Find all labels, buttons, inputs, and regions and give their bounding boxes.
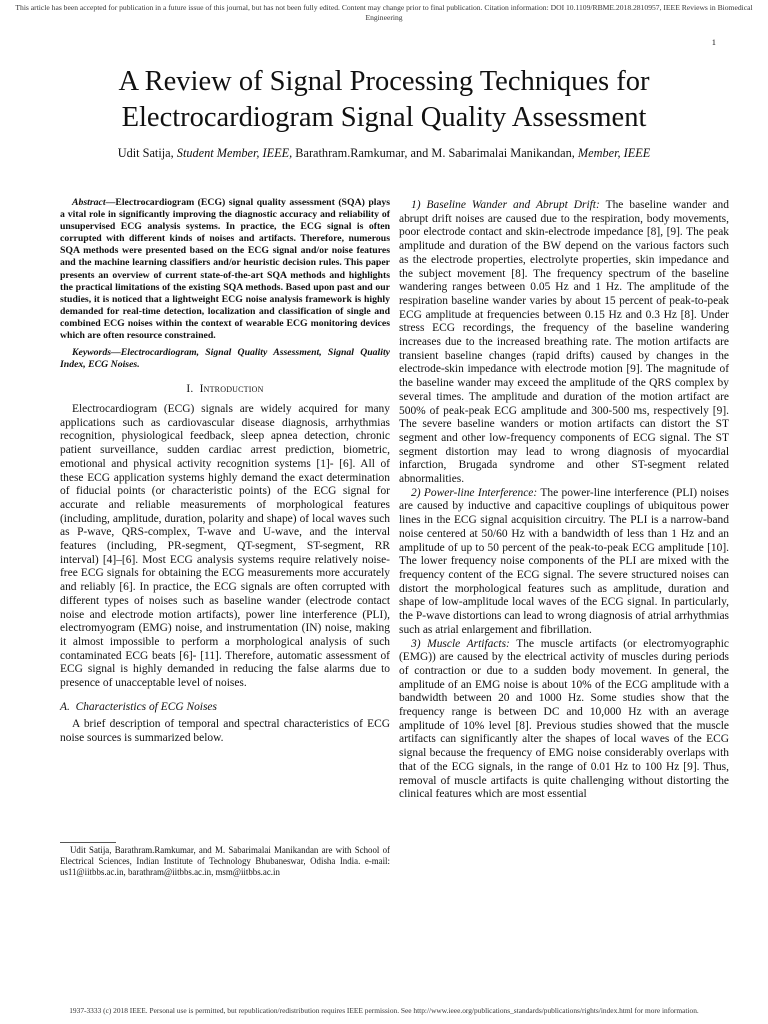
- journal-notice-banner: This article has been accepted for publication in a future issue of this journal, but has not been fully edited. Content may change prior to final publication. Citation information: DOI 10.1109/RBME.2018.2810957, IEEE Reviews in Biomedical Engineering: [15, 3, 753, 22]
- paragraph-baseline-wander: [399, 199, 729, 487]
- copyright-footer: 1937-3333 (c) 2018 IEEE. Personal use is permitted, but republication/redistribution requires IEEE permission. See http://www.ieee.org/publications_standards/publications/rights/index.html for more information.: [69, 1006, 699, 1015]
- subsection-label: A.: [60, 700, 70, 713]
- left-column: [60, 197, 390, 746]
- author-3-role: Member, IEEE: [577, 146, 651, 160]
- subsection-title: Characteristics of ECG Noises: [75, 700, 217, 713]
- footnote-rule: [60, 842, 116, 843]
- right-column: [399, 199, 729, 802]
- keywords-text: —Electrocardiogram, Signal Quality Assessment, Signal Quality Index, ECG Noises.: [60, 347, 390, 371]
- paragraph-heading: 3) Muscle Artifacts:: [411, 637, 510, 650]
- author-1: Udit Satija,: [117, 146, 174, 160]
- paragraph-muscle-artifacts: [399, 638, 729, 802]
- author-line: [40, 146, 728, 161]
- author-2-3: Barathram.Ramkumar, and M. Sabarimalai Manikandan,: [295, 146, 575, 160]
- page-number: 1: [711, 37, 716, 47]
- author-affiliation-footnote: Udit Satija, Barathram.Ramkumar, and M. Sabarimalai Manikandan are with School of Electrical Sciences, Indian Institute of Technology Bhubaneswar, Odisha India. e-mail: us11@iitbbs.ac.in, barathram@iitbbs.ac.in, msm@iitbbs.ac.in: [60, 845, 390, 877]
- section-number: I.: [186, 383, 194, 396]
- paragraph-text: The power-line interference (PLI) noises are caused by inductive and capacitive couplings of ubiquitous power lines in the ECG signal acquisition circuitry. The PLI is a narrow-band noise centered at 50/60 Hz with a bandwidth of less than 1 Hz and an amplitude of up to 50 percent of the peak-to-peak ECG amplitude [10]. The lower frequency noise components of the PLI are mixed with the frequency content of the ECG signal. The severe structured noises can distort the morphological features such as amplitude, duration and shape of low-amplitude local waves of the ECG signal. In particularly, the P-wave distortions can lead to wrong diagnosis of atrial arrhythmias such as atrial enlargement and fibrillation.: [399, 486, 730, 636]
- paper-title: A Review of Signal Processing Techniques for Electrocardiogram Signal Quality Assessment: [118, 66, 650, 133]
- section-heading-introduction: [60, 383, 390, 397]
- keywords: [60, 347, 390, 371]
- abstract-label: Abstract: [72, 197, 106, 208]
- paragraph-heading: 2) Power-line Interference:: [411, 486, 538, 499]
- paragraph-power-line: [399, 487, 729, 638]
- paragraph-heading: 1) Baseline Wander and Abrupt Drift:: [411, 199, 600, 211]
- author-1-role: Student Member, IEEE,: [176, 146, 293, 160]
- subsection-heading: [60, 701, 390, 715]
- abstract: [60, 197, 390, 342]
- paragraph-text: The muscle artifacts (or electromyographic (EMG)) are caused by the electrical activity of muscles during periods of contraction or due to a sudden body movement. In general, the amplitude of an EMG noise is about 10% of the ECG amplitude with a bandwidth between 20 and 1000 Hz. Some studies show that the frequency range is between DC and 10,000 Hz with an average amplitude of 10% level [8]. Previous studies showed that the muscle artifacts can significantly alter the shapes of local waves of the ECG signal because the frequency of EMG noise considerably overlaps with that of the ECG signals, in the range of 0.01 Hz to 100 Hz [9]. Thus, removal of muscle artifacts is quite challenging without distorting the clinical features which are most essential: [399, 637, 729, 801]
- keywords-label: Keywords: [72, 347, 111, 359]
- section-title: Introduction: [199, 383, 264, 396]
- subsection-paragraph: A brief description of temporal and spectral characteristics of ECG noise sources is summarized below.: [60, 718, 390, 745]
- introduction-paragraph: Electrocardiogram (ECG) signals are widely acquired for many applications such as cardiovascular disease diagnosis, arrhythmias recognition, physiological feedback, sleep apnea detection, chronic patient surveillance, sudden cardiac arrest prediction, biometric, emotional and physical activity recognition systems [1]- [6]. All of these ECG application systems highly demand the exact determination of fiducial points (or characteristic points) of the ECG signal for accurate and reliable measurements of morphological features (including, amplitude, duration, polarity and shape) of local waves such as P-wave, QRS-complex, T-wave and U-wave, and the interval features (including, PR-segment, QT-segment, ST-segment, RR interval) [4]–[6]. Most ECG analysis systems require relatively noise-free ECG signals for obtaining the ECG measurements more accurately and reliably [6]. In practice, the ECG signals are often corrupted with different types of noises such as baseline wander (electrode contact noise and electrode motion artifacts), power line interference (PLI), electromyogram (EMG) noise, and instrumentation (IN) noise, making it almost impossible to perform a morphological analysis of such contaminated ECG beats [6]- [11]. Therefore, automatic assessment of ECG signal is highly demanded in reducing the false alarms due to presence of unacceptable level of noises.: [60, 403, 390, 690]
- abstract-text: —Electrocardiogram (ECG) signal quality assessment (SQA) plays a vital role in significantly improving the diagnostic accuracy and reliability of unsupervised ECG analysis systems. In practice, the ECG signal is often corrupted with different kinds of noises and artifacts. Therefore, numerous SQA methods were presented based on the ECG signal and/or noise features and the machine learning classifiers and/or heuristic decision rules. This paper presents an overview of current state-of-the-art SQA methods and highlights the practical limitations of the existing SQA methods. Based upon past and our studies, it is noticed that a lightweight ECG noise analysis framework is highly demanded for real-time detection, localization and classification of single and combined ECG noises within the context of wearable ECG monitoring devices which are often resource constrained.: [60, 197, 390, 342]
- paragraph-text: The baseline wander and abrupt drift noises are caused due to the respiration, body movements, poor electrode contact and skin-electrode impedance [8], [9]. The peak amplitude and duration of the BW depend on the various factors such as the electrode properties, electrolyte properties, skin impedance and the subject movement [8]. The frequency spectrum of the baseline wandering ranges between 0.05 Hz and 1 Hz. The amplitude of the respiration baseline wander varies by about 15 percent of peak-to-peak ECG amplitude at frequencies between 0.15 Hz and 0.3 Hz [8]. Under stress ECG recordings, the frequency of the baseline wandering increases due to the increased breathing rate. The motion artifacts are transient baseline changes (rapid drifts) caused by changes in the electrode-skin impedance with electrode motion [9]. The magnitude of the baseline wander may exceed the amplitude of the QRS complex by several times. The amplitude and duration of the motion artifact are 500% of peak-peak ECG amplitude and 300-500 ms, respectively [9]. The severe baseline wanders or motion artifacts can distort the ST segment and other low-frequency components of ECG signal. The ST segment distortion may lead to wrong diagnosis of myocardial infarction, Brugada syndrome and other ST-segment related abnormalities.: [399, 199, 729, 486]
